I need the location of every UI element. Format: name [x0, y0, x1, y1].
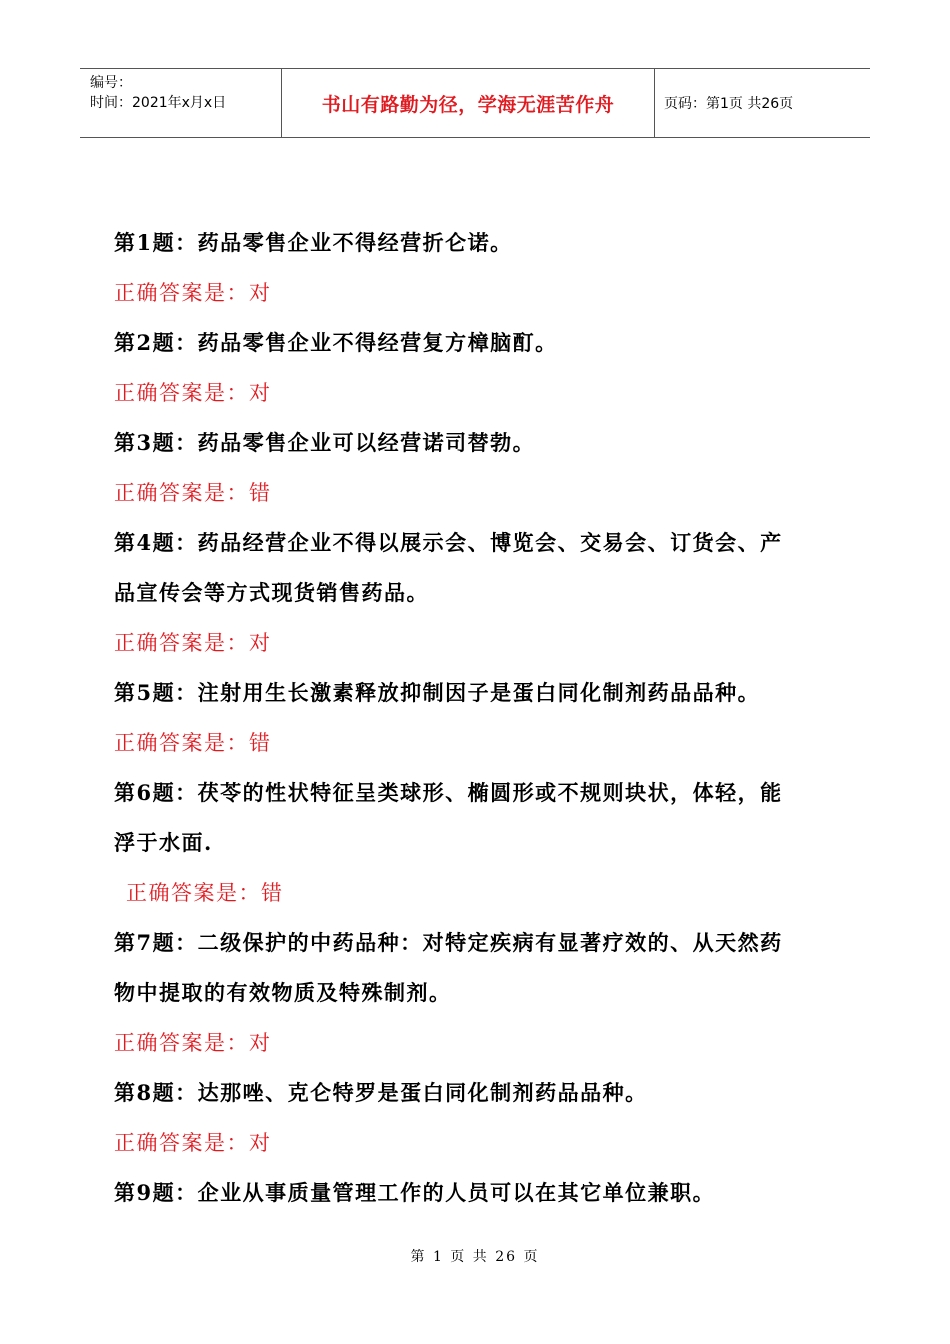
- question-line: 第2题：药品零售企业不得经营复方樟脑酊。: [114, 330, 558, 355]
- question-line: 浮于水面.: [114, 830, 213, 855]
- question-line: 第1题：药品零售企业不得经营折仑诺。: [114, 230, 513, 255]
- answer-line: 正确答案是：对: [114, 1031, 272, 1055]
- question-list: [114, 218, 834, 1218]
- code-label: 编号：: [90, 75, 132, 91]
- question-line: 第4题：药品经营企业不得以展示会、博览会、交易会、订货会、产: [114, 530, 783, 555]
- header-motto: 书山有路勤为径，学海无涯苦作舟: [321, 93, 615, 116]
- question-line: 第8题：达那唑、克仑特罗是蛋白同化制剂药品品种。: [114, 1080, 648, 1105]
- header-meta: [90, 73, 226, 113]
- question-line: 物中提取的有效物质及特殊制剂。: [114, 980, 452, 1005]
- answer-line: 正确答案是：错: [126, 881, 284, 905]
- question-line: 第7题：二级保护的中药品种：对特定疾病有显著疗效的、从天然药: [114, 930, 783, 955]
- question-line: 品宣传会等方式现货销售药品。: [114, 580, 429, 605]
- time-label: 时间：2021年x月x日: [90, 95, 227, 111]
- question-line: 第9题：企业从事质量管理工作的人员可以在其它单位兼职。: [114, 1180, 716, 1205]
- question-line: 第5题：注射用生长激素释放抑制因子是蛋白同化制剂药品品种。: [114, 680, 761, 705]
- answer-line: 正确答案是：对: [114, 381, 272, 405]
- answer-line: 正确答案是：错: [114, 481, 272, 505]
- answer-line: 正确答案是：错: [114, 731, 272, 755]
- question-line: 第3题：药品零售企业可以经营诺司替勃。: [114, 430, 536, 455]
- page-footer: 第 1 页 共 26 页: [410, 1249, 540, 1265]
- page-header: [80, 68, 870, 138]
- header-divider: [654, 69, 655, 137]
- answer-line: 正确答案是：对: [114, 1131, 272, 1155]
- question-line: 第6题：茯苓的性状特征呈类球形、椭圆形或不规则块状，体轻，能: [114, 780, 783, 805]
- header-page-info: 页码：第1页 共26页: [664, 96, 794, 112]
- answer-line: 正确答案是：对: [114, 631, 272, 655]
- answer-line: 正确答案是：对: [114, 281, 272, 305]
